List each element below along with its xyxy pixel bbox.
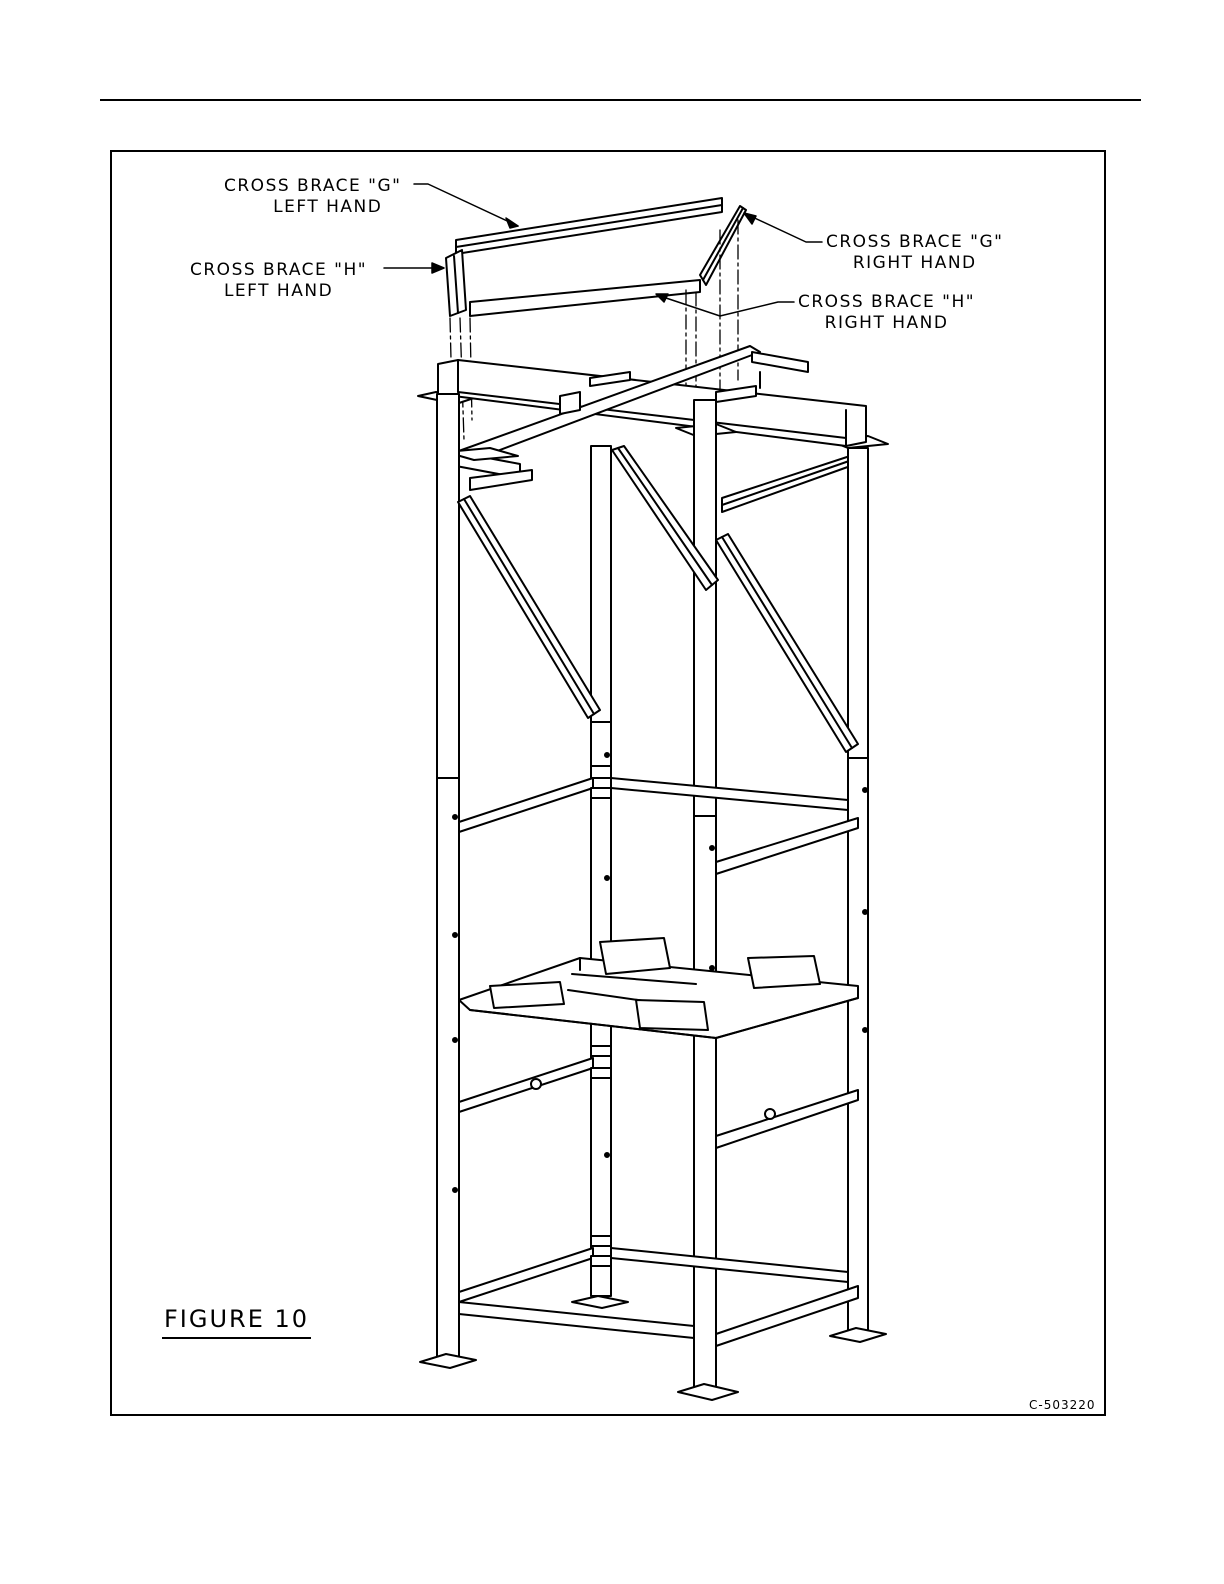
callout-line: CROSS BRACE "H" <box>798 292 976 312</box>
rear-left-post <box>572 446 628 1308</box>
cross-brace-g-right <box>700 206 746 285</box>
figure-label: FIGURE 10 <box>162 1305 311 1339</box>
callout-line: LEFT HAND <box>273 197 383 217</box>
callout-line: RIGHT HAND <box>824 313 949 333</box>
callout-line: CROSS BRACE "H" <box>190 260 368 280</box>
cross-brace-g-left <box>456 198 722 254</box>
rear-right-post <box>830 448 886 1342</box>
callout-line: LEFT HAND <box>223 281 334 301</box>
callout-line: CROSS BRACE "G" <box>826 232 1004 252</box>
drawing-number: C-503220 <box>1029 1398 1096 1412</box>
upper-rails <box>459 766 858 874</box>
callout-cross-brace-h-right <box>798 292 975 334</box>
diagonal-braces <box>458 446 858 752</box>
lower-rails <box>459 1046 858 1148</box>
middle-shelf <box>459 938 858 1038</box>
front-left-post <box>420 394 476 1368</box>
callout-cross-brace-g-left <box>224 176 402 218</box>
bottom-frame <box>459 1236 858 1346</box>
callout-cross-brace-h-left <box>190 260 367 302</box>
cross-brace-h-left <box>446 250 700 316</box>
callout-cross-brace-g-right <box>826 232 1004 274</box>
callout-line: RIGHT HAND <box>852 253 977 273</box>
callout-line: CROSS BRACE "G" <box>224 176 402 196</box>
